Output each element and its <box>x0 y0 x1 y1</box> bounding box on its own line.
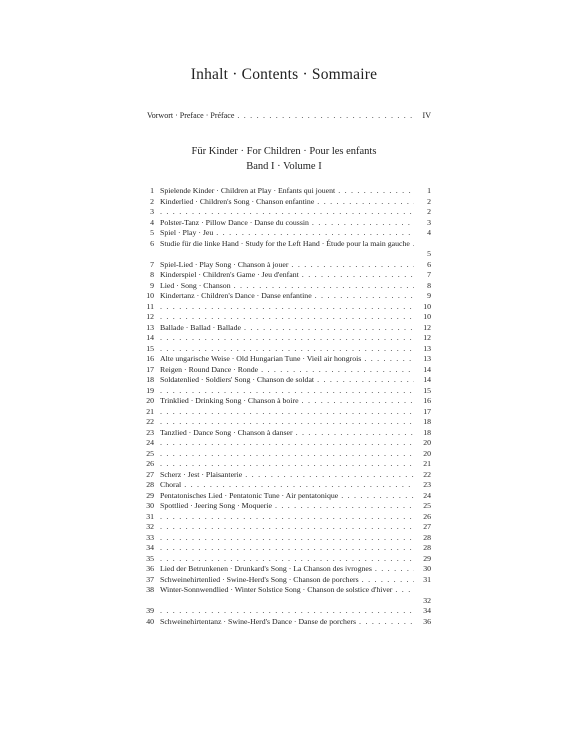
entry-number: 28 <box>146 480 154 489</box>
toc-entry[interactable] <box>141 302 431 313</box>
dot-leader <box>160 333 414 344</box>
toc-entry[interactable] <box>141 512 431 523</box>
entry-title: Spottlied · Jeering Song · Moquerie <box>160 501 272 510</box>
entry-title: Scherz · Jest · Plaisanterie <box>160 469 243 479</box>
dot-leader <box>245 470 414 481</box>
entry-title: Lied der Betrunkenen · Drunkard's Song · La Chanson des ivrognes <box>160 564 372 573</box>
entry-page: 32 <box>423 595 431 605</box>
entry-page: 4 <box>427 228 431 237</box>
toc-entry[interactable] <box>141 354 431 365</box>
entry-page: 9 <box>427 291 431 300</box>
entry-page: 22 <box>423 469 431 479</box>
toc-entry[interactable] <box>141 207 431 218</box>
toc-entry[interactable] <box>141 480 431 491</box>
dot-leader <box>160 438 414 449</box>
entry-title: Soldatenlied · Soldiers' Song · Chanson de soldat <box>160 375 315 384</box>
entry-number: 34 <box>146 543 154 552</box>
entry-page: 26 <box>423 511 431 521</box>
entry-page: 12 <box>423 322 431 332</box>
entry-page: 17 <box>423 406 431 416</box>
entry-page: 18 <box>423 427 431 437</box>
entry-title: Lied · Song · Chanson <box>160 280 231 290</box>
dot-leader <box>302 396 414 407</box>
toc-entry[interactable] <box>141 281 431 292</box>
entry-number: 13 <box>146 322 154 332</box>
entry-page: 14 <box>423 364 431 374</box>
entry-title: Alte ungarische Weise · Old Hungarian Tune · Vieil air hongrois <box>160 354 362 363</box>
dot-leader <box>160 344 414 355</box>
entry-page: 24 <box>423 490 431 500</box>
toc-entry[interactable] <box>141 218 431 229</box>
entry-page: 31 <box>423 574 431 584</box>
toc-entry[interactable] <box>141 239 431 260</box>
page-title: Inhalt · Contents · Sommaire <box>190 66 378 83</box>
entry-page: 34 <box>423 606 431 615</box>
toc-entry[interactable] <box>141 543 431 554</box>
preface-label: Vorwort · Preface · Préface <box>147 111 235 120</box>
entry-number: 18 <box>146 375 154 384</box>
entry-number: 35 <box>146 553 154 563</box>
entry-number: 10 <box>146 291 154 300</box>
entry-number: 31 <box>146 511 154 521</box>
entry-title: Schweinehirtentanz · Swine-Herd's Dance · Danse de porchers <box>160 616 357 626</box>
dot-leader <box>160 543 414 554</box>
toc-entry[interactable] <box>141 459 431 470</box>
entry-title: Studie für die linke Hand · Study for the Left Hand · Étude pour la main gauche <box>160 238 410 248</box>
entry-page: 36 <box>423 616 431 626</box>
entry-number: 5 <box>150 228 154 237</box>
entry-title: Pentatonisches Lied · Pentatonic Tune · Air pentatonique <box>160 490 339 500</box>
entry-number: 14 <box>146 333 154 342</box>
dot-leader <box>341 491 414 502</box>
entry-page: 13 <box>423 354 431 363</box>
entry-title: Schweinehirtenlied · Swine-Herd's Song · Chanson de porchers <box>160 574 359 584</box>
entry-number: 12 <box>146 312 154 321</box>
entry-number: 7 <box>150 259 154 269</box>
entry-page: 14 <box>423 375 431 384</box>
dot-leader <box>244 323 414 334</box>
entry-number: 9 <box>150 280 154 290</box>
entry-number: 30 <box>146 501 154 510</box>
entry-page: 2 <box>427 196 431 206</box>
entry-page: 1 <box>427 186 431 195</box>
dot-leader <box>160 449 414 460</box>
dot-leader <box>160 407 414 418</box>
entry-number: 3 <box>150 207 154 216</box>
entry-page: 7 <box>427 270 431 279</box>
dot-leader <box>359 617 414 628</box>
dot-leader <box>291 260 414 271</box>
entry-title: Spielende Kinder · Children at Play · Enfants qui jouent <box>160 186 336 195</box>
entry-number: 8 <box>150 270 154 279</box>
dot-leader <box>364 354 414 365</box>
dot-leader <box>315 291 414 302</box>
entry-title: Kinderspiel · Children's Game · Jeu d'enfant <box>160 270 299 279</box>
entry-number: 23 <box>146 427 154 437</box>
entry-page: 27 <box>423 522 431 531</box>
entry-number: 33 <box>146 532 154 542</box>
entry-page: 2 <box>427 207 431 216</box>
preface-entry[interactable] <box>147 111 431 120</box>
entry-page: 25 <box>423 501 431 510</box>
toc-entry[interactable] <box>141 186 431 197</box>
entry-page: 23 <box>423 480 431 489</box>
toc-entry[interactable] <box>141 585 431 606</box>
toc-entry[interactable] <box>141 396 431 407</box>
entry-number: 2 <box>150 196 154 206</box>
toc-entry[interactable] <box>141 333 431 344</box>
entry-number: 32 <box>146 522 154 531</box>
entry-number: 21 <box>146 406 154 416</box>
dot-leader <box>237 111 416 120</box>
toc-entry[interactable] <box>141 323 431 334</box>
entry-page: 16 <box>423 396 431 405</box>
dot-leader <box>160 207 414 218</box>
toc-entry[interactable] <box>141 228 431 239</box>
entry-number: 39 <box>146 606 154 615</box>
entry-page: 3 <box>427 217 431 227</box>
dot-leader <box>338 186 414 197</box>
dot-leader <box>395 585 414 596</box>
entry-number: 20 <box>146 396 154 405</box>
entry-page: 20 <box>423 448 431 458</box>
entry-title: Polster-Tanz · Pillow Dance · Danse du coussin <box>160 217 309 227</box>
entry-number: 36 <box>146 564 154 573</box>
entry-number: 17 <box>146 364 154 374</box>
dot-leader <box>275 501 414 512</box>
toc-entry[interactable] <box>141 291 431 302</box>
toc-entry[interactable] <box>141 575 431 586</box>
dot-leader <box>160 459 414 470</box>
toc-entry[interactable] <box>141 417 431 428</box>
dot-leader <box>160 606 414 617</box>
toc-entry[interactable] <box>141 554 431 565</box>
dot-leader <box>160 554 414 565</box>
entry-title: Reigen · Round Dance · Ronde <box>160 364 259 374</box>
entry-number: 40 <box>146 616 154 626</box>
entry-number: 29 <box>146 490 154 500</box>
entry-page: 18 <box>423 417 431 426</box>
dot-leader <box>160 512 414 523</box>
dot-leader <box>184 480 414 491</box>
dot-leader <box>375 564 414 575</box>
entry-number: 38 <box>146 585 154 594</box>
dot-leader <box>160 302 414 313</box>
toc-entry[interactable] <box>141 449 431 460</box>
entry-number: 6 <box>150 238 154 248</box>
toc-entry[interactable] <box>141 617 431 628</box>
entry-number: 15 <box>146 343 154 353</box>
entry-title: Kinderlied · Children's Song · Chanson enfantine <box>160 196 315 206</box>
entry-title: Kindertanz · Children's Dance · Danse enfantine <box>160 291 312 300</box>
entry-number: 22 <box>146 417 154 426</box>
dot-leader <box>160 522 414 533</box>
toc-entry[interactable] <box>141 375 431 386</box>
dot-leader <box>302 270 414 281</box>
toc-entry[interactable] <box>141 522 431 533</box>
contents-list <box>141 186 431 627</box>
dot-leader <box>160 417 414 428</box>
dot-leader <box>261 365 414 376</box>
entry-number: 19 <box>146 385 154 395</box>
dot-leader <box>317 375 414 386</box>
toc-entry[interactable] <box>141 197 431 208</box>
toc-entry[interactable] <box>141 365 431 376</box>
entry-page: 10 <box>423 312 431 321</box>
toc-entry[interactable] <box>141 491 431 502</box>
dot-leader <box>160 312 414 323</box>
toc-entry[interactable] <box>141 407 431 418</box>
entry-number: 26 <box>146 459 154 468</box>
entry-page: 5 <box>427 249 431 258</box>
entry-page: 28 <box>423 532 431 542</box>
entry-title: Spiel · Play · Jeu <box>160 228 214 237</box>
dot-leader <box>413 239 414 250</box>
toc-entry[interactable] <box>141 260 431 271</box>
entry-number: 1 <box>150 186 154 195</box>
toc-entry[interactable] <box>141 312 431 323</box>
entry-title: Tanzlied · Dance Song · Chanson à danser <box>160 427 293 437</box>
entry-page: 28 <box>423 543 431 552</box>
toc-entry[interactable] <box>141 428 431 439</box>
toc-entry[interactable] <box>141 533 431 544</box>
entry-page: 20 <box>423 438 431 447</box>
toc-entry[interactable] <box>141 344 431 355</box>
section-heading: Für Kinder · For Children · Pour les enfants <box>191 146 377 157</box>
entry-page: 29 <box>423 553 431 563</box>
entry-page: 12 <box>423 333 431 342</box>
entry-title: Trinklied · Drinking Song · Chanson à boire <box>160 396 299 405</box>
entry-number: 37 <box>146 574 154 584</box>
toc-entry[interactable] <box>141 564 431 575</box>
dot-leader <box>317 197 414 208</box>
entry-page: 10 <box>423 301 431 311</box>
dot-leader <box>160 386 414 397</box>
dot-leader <box>362 575 414 586</box>
toc-entry[interactable] <box>141 438 431 449</box>
dot-leader <box>296 428 414 439</box>
preface-page: IV <box>422 111 431 120</box>
toc-entry[interactable] <box>141 606 431 617</box>
entry-title: Spiel-Lied · Play Song · Chanson à jouer <box>160 259 289 269</box>
entry-number: 25 <box>146 448 154 458</box>
volume-heading: Band I · Volume I <box>246 161 322 172</box>
toc-entry[interactable] <box>141 270 431 281</box>
entry-title: Winter-Sonnwendlied · Winter Solstice Song · Chanson de solstice d'hiver <box>160 585 393 594</box>
dot-leader <box>216 228 414 239</box>
entry-number: 4 <box>150 217 154 227</box>
entry-title: Choral <box>160 480 182 489</box>
dot-leader <box>160 533 414 544</box>
toc-entry[interactable] <box>141 501 431 512</box>
entry-page: 8 <box>427 280 431 290</box>
entry-page: 15 <box>423 385 431 395</box>
dot-leader <box>312 218 414 229</box>
entry-number: 27 <box>146 469 154 479</box>
dot-leader <box>234 281 414 292</box>
toc-entry[interactable] <box>141 386 431 397</box>
entry-title: Ballade · Ballad · Ballade <box>160 322 241 332</box>
entry-number: 24 <box>146 438 154 447</box>
entry-number: 16 <box>146 354 154 363</box>
toc-entry[interactable] <box>141 470 431 481</box>
entry-page: 30 <box>423 564 431 573</box>
entry-page: 21 <box>423 459 431 468</box>
entry-number: 11 <box>146 301 154 311</box>
entry-page: 6 <box>427 259 431 269</box>
entry-page: 13 <box>423 343 431 353</box>
